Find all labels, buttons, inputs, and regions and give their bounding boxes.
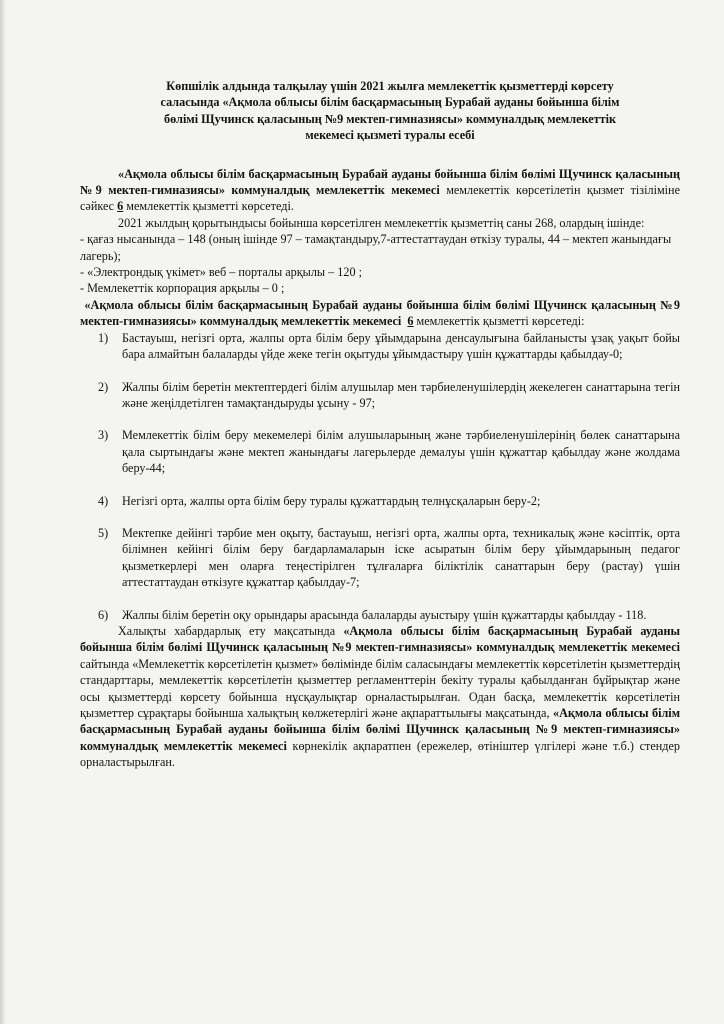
breakdown-item: - «Электрондық үкімет» веб – порталы арқылы – 120 ; [80,265,362,280]
intro-service-count: 6 [117,199,124,214]
breakdown-item: - қағаз нысанында – 148 (оның ішінде 97 – тамақтандыру,7-аттестаттаудан өткізу туралы, 44 – мектеп жанындағы лагерь); [80,232,672,263]
title-line: бөлімі Щучинск қаласының №9 мектеп-гимназиясы» коммуналдық мемлекеттік [163,111,616,126]
closing-org-name: «Ақмола облысы білім басқармасының Бурабай ауданы бойынша білім бөлімі Щучинск қаласының №9 мектеп-гимназиясы» коммуналдық мемлекеттік мекемесі [80,623,680,655]
document-page [80,78,680,771]
second-intro-org-name: «Ақмола облысы білім басқармасының Бурабай ауданы бойынша білім бөлімі Щучинск қаласының №9 мектеп-гимназиясы» коммуналдық мемлекеттік мекемесі [80,297,681,329]
closing-org-name-2: «Ақмола облысы білім басқармасының Бурабай ауданы бойынша білім бөлімі Щучинск қаласының №9 мектеп-гимназиясы» коммуналдық мемлекеттік мекемесі [80,706,680,753]
list-item-number: 2) [98,379,109,394]
list-item-text: Мемлекеттік білім беру мекемелері білім алушыларының және тәрбиеленушілерінің бөлек санаттарына қала сыртындағы және мектеп жанындағы лагерьлерде демалуы үшін құжаттар қабылдау және жолдама беру-44; [122,428,680,476]
intro-paragraph [80,166,680,215]
list-item-number: 1) [98,330,109,345]
list-item-text: Мектепке дейінгі тәрбие мен оқыту, бастауыш, негізгі орта, жалпы орта, техникалық және кәсіптік, орта білімнен кейінгі білім беру бағдарламаларын іске асыратын білім беру ұйымдарының педагог қызметкерлері мен оларға теңестірілген тұлғаларға біліктілік санаттарын беру (растау) үшін аттестаттаудан өткізуге құжаттар қабылдау-7; [122,525,680,590]
list-item-text: Бастауыш, негізгі орта, жалпы орта білім беру ұйымдарына денсаулығына байланысты ұзақ уақыт бойы бара алмайтын балаларды үйде жеке тегін оқытуды ұйымдастыру үшін құжаттарды қабылдау-0; [122,330,680,362]
scan-edge [0,0,6,1024]
list-item [98,525,680,591]
list-item [98,493,680,509]
intro-text-before: мемлекеттік көрсетілетін қызмет тізіліміне сәйкес [80,183,680,214]
closing-end: көрнекілік ақпаратпен (ережелер, өтініштер үлгілері және т.б.) стендер орналастырылған. [80,738,680,770]
intro-text-after: мемлекеттік қызметті көрсетеді. [123,199,294,214]
closing-paragraph [80,623,680,771]
list-item [98,379,680,412]
breakdown-item: - Мемлекеттік корпорация арқылы – 0 ; [80,281,285,296]
list-item-text: Жалпы білім беретін оқу орындары арасында балаларды ауыстыру үшін құжаттарды қабылдау - 118. [122,607,647,622]
list-item [98,427,680,476]
closing-middle: сайтында «Мемлекеттік көрсетілетін қызмет» бөлімінде білім саласындағы мемлекеттік көрсетілетін қызметтердің стандарттары, мемлекеттік көрсетілетін қызметтер регламенттерін бекіту туралы қабылданған бұйрықтар және осы қызметтерді көрсету бойынша нұсқаулықтар орналастырылған. Одан басқа, мемлекеттік көрсетілетін қызметтер сұрақтары бойынша халықтың көлжетерлігі және ақпараттылығы мақсатында, [80,656,680,720]
list-item-text: Жалпы білім беретін мектептердегі білім алушылар мен тәрбиеленушілердің жекелеген санаттарына тегін және жеңілдетілген тамақтандыруды ұсыну - 97; [122,379,680,410]
list-item-number: 5) [98,525,109,540]
title-line: мекемесі қызметі туралы есебі [305,128,475,143]
list-item-number: 6) [98,607,109,622]
document-title [100,78,680,144]
list-item-number: 4) [98,493,109,508]
list-item [98,607,680,623]
list-item-text: Негізгі орта, жалпы орта білім беру туралы құжаттардың телнұсқаларын беру-2; [122,493,541,508]
list-item [98,330,680,363]
list-item-number: 3) [98,428,109,443]
title-line: Көпшілік алдында талқылау үшін 2021 жылға мемлекеттік қызметтерді көрсету [166,79,614,93]
second-intro-service-count: 6 [407,314,414,329]
services-list [80,330,680,623]
title-line: саласында «Ақмола облысы білім басқармасының Бурабай ауданы бойынша білім [160,95,620,110]
closing-start: Халықты хабардарлық ету мақсатында [118,623,344,638]
intro-org-name: «Ақмола облысы білім басқармасының Бурабай ауданы бойынша білім бөлімі Щучинск қаласының №9 мектеп-гимназиясы» коммуналдық мемлекеттік мекемесі [80,166,680,198]
stats-line: 2021 жылдың қорытындысы бойынша көрсетілген мемлекеттік қызметтің саны 268, олардың ішінде: [118,215,645,230]
second-intro-text-after: мемлекеттік қызметті көрсетеді: [413,314,585,329]
second-intro-paragraph [80,297,680,330]
